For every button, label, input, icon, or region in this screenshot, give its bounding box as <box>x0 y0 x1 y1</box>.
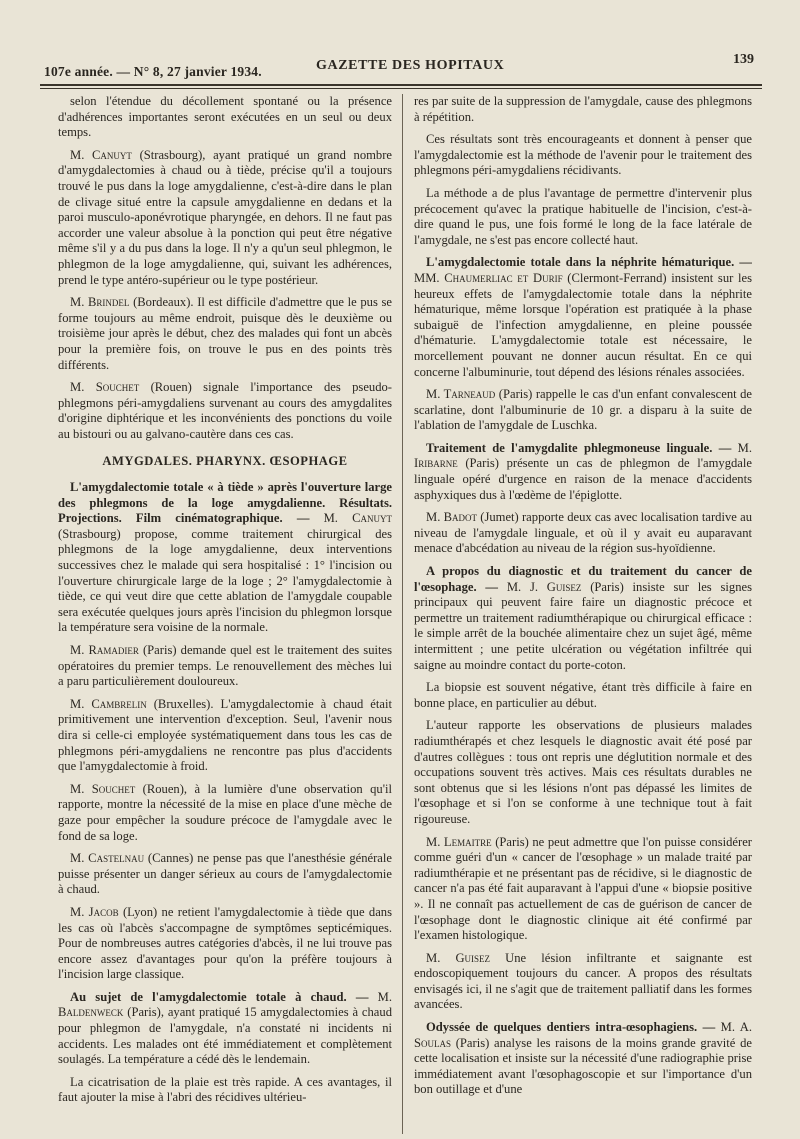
paragraph <box>58 94 392 141</box>
paragraph <box>414 564 752 673</box>
author-name: M. Canuyt <box>323 511 392 526</box>
paragraph <box>58 905 392 983</box>
paragraph <box>58 148 392 288</box>
paragraph <box>58 480 392 636</box>
article-title: Odyssée de quelques dentiers intra-œsophagiens. — <box>426 1020 716 1035</box>
paragraph-text: (Paris), ayant pratiqué 15 amygdalectomies à chaud pour phlegmon de l'amygdale, n'a constaté ni incidents ni accidents. Les malades ont été immédiatement et complètement soulagés. La température a cédé dès le lendemain. <box>58 1005 392 1067</box>
right-column <box>414 94 752 1134</box>
paragraph <box>58 380 392 442</box>
paragraph <box>58 643 392 690</box>
paragraph-text: La biopsie est souvent négative, étant très difficile à faire en bonne place, en particulier au début. <box>414 680 752 710</box>
page-header <box>44 50 756 86</box>
header-rule-thin <box>40 88 762 89</box>
paragraph-text: La cicatrisation de la plaie est très rapide. A ces avantages, il faut ajouter la mise à l'abri des récidives ultérieu- <box>58 1074 392 1105</box>
paragraph-text: (Strasbourg), ayant pratiqué un grand nombre d'amygdalectomies à chaud ou à tiède, précise qu'il a toujours trouvé le pus dans la loge amygdalienne, c'est-à-dire dans le plan de clivage situé entre la capsule amygdalienne en dedans et la paroi musculo-aponévrotique pharyngée, en dehors. Il ne faut pas accorder une valeur absolue à la ponction qui peut être négative même s'il y a du pus dans la loge. Il n'y a qu'un seul phlegmon, le phlegmon de la loge amygdalienne, qui, suivant les adhérences, prend le type antéro-supérieur ou le type postérieur. <box>58 147 392 287</box>
author-name: M. Cambrelin <box>70 696 147 711</box>
author-name: M. Souchet <box>70 380 140 395</box>
paragraph <box>58 1075 392 1106</box>
paragraph-text: (Lyon) ne retient l'amygdalectomie à tiède que dans les cas où l'abcès s'accompagne de symptômes septicémiques. Pour de nombreuses autres catégories d'abcès, il ne lui trouve pas encore assez d'avantages pour qu'on la préfère toujours à l'incision large classique. <box>58 904 392 982</box>
paragraph <box>414 441 752 503</box>
paragraph <box>414 255 752 380</box>
journal-title: GAZETTE DES HOPITAUX <box>316 58 505 73</box>
paragraph-text: (Rouen) signale l'importance des pseudo-phlegmons péri-amygdaliens survenant au cours des amygdalites d'origine diphtérique et les inconvénients des ponctions du voile au bistouri ou au galvano-cautère dans ces cas. <box>58 380 392 441</box>
issue-info: 107e année. — N° 8, 27 janvier 1934. <box>44 64 262 79</box>
paragraph <box>414 951 752 1013</box>
paragraph-text: La méthode a de plus l'avantage de permettre d'intervenir plus précocement qu'avec la pratique habituelle de l'incision, c'est-à-dire quand le pus, une fois formé le long de la face latérale de l'amygdale, ne s'est pas encore collecté haut. <box>414 185 752 247</box>
paragraph-text: (Paris) présente un cas de phlegmon de l'amygdale linguale opéré d'urgence en raison de la menace d'accidents asphyxiques dus à l'œdème de l'épiglotte. <box>414 456 752 502</box>
paragraph <box>58 697 392 775</box>
paragraph <box>414 510 752 557</box>
article-title: L'amygdalectomie totale « à tiède » après l'ouverture large des phlegmons de la loge amygdalienne. Résultats. Projections. Film cinématographique. — <box>58 480 392 526</box>
paragraph <box>414 94 752 125</box>
paragraph <box>414 387 752 434</box>
paragraph-text: (Paris) ne peut admettre que l'on puisse considérer comme guéri d'un « cancer de l'œsophage » un malade traité par radiumthérapie et ne présentant pas de récidive, si le diagnostic de cancer n'a pas été fait auparavant à l'appui d'une « biopsie positive ». Il ne connaît pas actuellement de cas de guérison de cancer de l'œsophage dont le diagnostic clinique ait été confirmé par l'examen histologique. <box>414 834 752 943</box>
page-number: 139 <box>733 52 754 67</box>
header-rule <box>40 84 762 86</box>
column-divider <box>402 94 403 1134</box>
author-name: M. Badot <box>426 510 477 525</box>
paragraph <box>414 680 752 711</box>
author-name: M. Souchet <box>70 781 136 796</box>
paragraph <box>414 132 752 179</box>
author-name: M. Iribarne <box>414 440 752 471</box>
paragraph-text: (Bruxelles). L'amygdalectomie à chaud était primitivement une intervention d'exception. Seul, l'avenir nous dira si celle-ci employée systématiquement dans tous les cas de phlegmons péri-amygdaliens ne rencontre pas plus d'accidents que l'amygdalectomie à froid. <box>58 696 392 774</box>
paragraph-text: (Paris) rappelle le cas d'un enfant convalescent de scarlatine, dont l'albuminurie de 10 gr. a disparu à la suite de l'ablation de l'amygdale de Luschka. <box>414 387 752 433</box>
author-name: M. J. Guisez <box>506 579 582 594</box>
paragraph-text: (Paris) insiste sur les signes principaux qui peuvent faire faire un diagnostic précoce et permettre un traitement radiumthérapique ou chirurgical efficace : le simple arrêt de la bouchée alimentaire chez un sujet âgé, même intermittent ; une petite ulcération ou végétation infiltrée qui saigne au moindre contact du porte-coton. <box>414 579 752 672</box>
paragraph-text: Ces résultats sont très encourageants et donnent à penser que l'amygdalectomie est la méthode de l'avenir pour le traitement des phlegmons péri-amygdaliens récidivants. <box>414 132 752 178</box>
paragraph-text: (Strasbourg) propose, comme traitement chirurgical des phlegmons de la loge amygdalienne, deux interventions successives chez le malade qui sera hospitalisé : 1° l'incision ou l'ouverture chirurgicale large de la loge ; 2° l'amygdalectomie à tiède, ce qui veut dire que cette ablation de l'amygdale coupable sera exécutée quelques jours après l'incision du phlegmon lorsque la température sera voisine de la normale. <box>58 526 392 635</box>
paragraph <box>58 990 392 1068</box>
article-title: Au sujet de l'amygdalectomie totale à chaud. — <box>70 989 369 1004</box>
author-name: M. Brindel <box>70 295 130 310</box>
paragraph-text: selon l'étendue du décollement spontané ou la présence d'adhérences importantes seront exécutées en un seul ou deux temps. <box>58 94 392 140</box>
paragraph-text: (Cannes) ne pense pas que l'anesthésie générale puisse présenter un danger sérieux au cours de l'amygdalectomie à chaud. <box>58 851 392 897</box>
section-heading: AMYGDALES. PHARYNX. ŒSOPHAGE <box>102 454 348 469</box>
paragraph-text: L'auteur rapporte les observations de plusieurs malades radiumthérapés et chez lesquels le diagnostic avait été posé par d'autres collègues : tous ont repris une déglutition normale et des occupations souvent très actives. Mais ces résultats durables ne sont obtenus que si les lésions n'ont pas dépassé les limites de l'œsophage et si l'on se conforme à une technique tout à fait rigoureuse. <box>414 718 752 826</box>
paragraph <box>58 782 392 844</box>
paragraph-text: (Paris) demande quel est le traitement des suites opératoires du premier temps. Le renouvellement des mèches lui a paru particulièrement douloureux. <box>58 643 392 689</box>
author-name: M. Castelnau <box>70 851 145 866</box>
paragraph <box>58 295 392 373</box>
paragraph-text: Une lésion infiltrante et saignante est endoscopiquement toujours du cancer. A propos des résultats envisagés ici, il ne s'agit que de traitement palliatif dans les formes avancées. <box>414 950 752 1012</box>
paragraph-text: (Paris) analyse les raisons de la moins grande gravité de cette localisation et insiste sur la nécessité d'une radiographie prise immédiatement avant l'œsophagoscopie et sur l'importance d'un bon outillage et d'une <box>414 1035 752 1097</box>
paragraph-text: (Rouen), à la lumière d'une observation qu'il rapporte, montre la nécessité de la mise en place d'une mèche de gaze pour empêcher la soudure précoce de l'amygdale avec le fond de sa loge. <box>58 781 392 843</box>
paragraph <box>414 186 752 248</box>
paragraph <box>58 851 392 898</box>
author-name: M. Baldenweck <box>58 989 392 1020</box>
paragraph <box>414 835 752 944</box>
paragraph-text: (Bordeaux). Il est difficile d'admettre que le pus se forme toujours au même endroit, puisque dès le deuxième ou troisième jour après le début, chez des malades qui font un abcès pour la première fois, on trouve le pus en des points très différents. <box>58 295 392 372</box>
author-name: M. Canuyt <box>70 147 132 162</box>
paragraph <box>414 1020 752 1098</box>
paragraph-text: (Jumet) rapporte deux cas avec localisation tardive au niveau de l'amygdale linguale, et où il y avait eu auparavant menace d'abcédation au niveau de la région sus-hyoïdienne. <box>414 510 752 556</box>
left-column <box>58 94 392 1134</box>
author-name: MM. Chaumerliac et Durif <box>414 270 563 285</box>
paragraph <box>414 718 752 827</box>
paragraph-text: res par suite de la suppression de l'amygdale, cause des phlegmons à répétition. <box>414 94 752 124</box>
author-name: M. Guisez <box>426 950 491 965</box>
author-name: M. Jacob <box>70 904 119 919</box>
article-title: L'amygdalectomie totale dans la néphrite hématurique. — <box>426 255 752 270</box>
author-name: M. A. Soulas <box>414 1020 752 1050</box>
author-name: M. Tarneaud <box>426 387 496 402</box>
author-name: M. Lemaitre <box>426 834 492 849</box>
article-title: A propos du diagnostic et du traitement du cancer de l'œsophage. — <box>414 564 752 594</box>
paragraph-text: (Clermont-Ferrand) insistent sur les heureux effets de l'amygdalectomie totale dans la néphrite hématurique, même lorsque l'opération est pratiquée à la phase subaiguë de l'infection amygdalienne, en pleine poussée d'hématurie. L'amygdalectomie totale est nécessaire, le morcellement pouvant ne donner aucun résultat. En ce qui concerne l'albuminurie, tout dépend des lésions rénales associées. <box>414 270 752 379</box>
article-title: Traitement de l'amygdalite phlegmoneuse linguale. — <box>426 440 732 455</box>
author-name: M. Ramadier <box>70 643 139 657</box>
